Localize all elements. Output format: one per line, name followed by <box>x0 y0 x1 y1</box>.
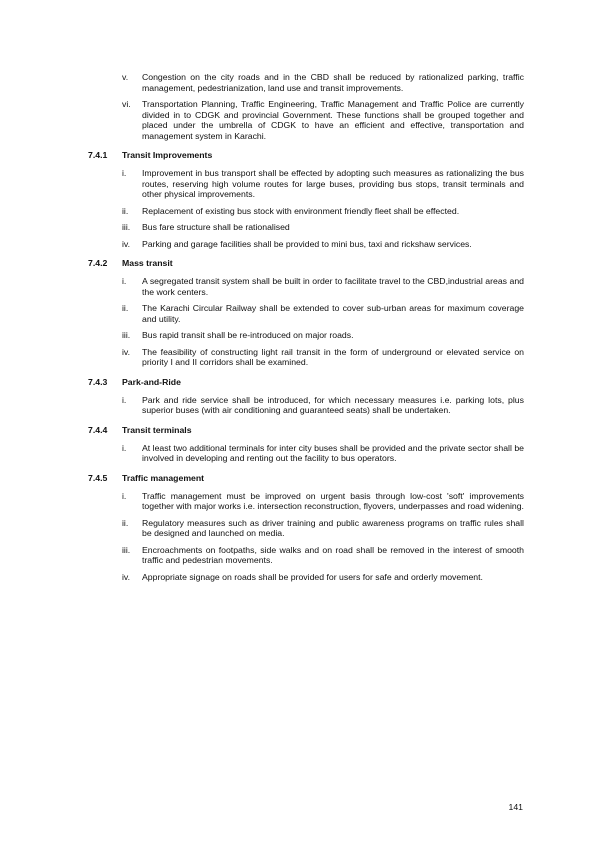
item-text: Traffic management must be improved on urgent basis through low-cost 'soft' improvements together with major works i.e. intersection reconstruction, flyovers, underpasses and road widening. <box>142 490 524 511</box>
item-text: Regulatory measures such as driver training and public awareness programs on traffic rules shall be designed and launched on media. <box>142 517 524 538</box>
item-number: i. <box>122 394 127 405</box>
section-number: 7.4.2 <box>88 258 108 268</box>
list-item <box>122 239 524 250</box>
item-number: ii. <box>122 517 129 528</box>
list-item <box>122 518 524 539</box>
section-list <box>88 443 524 464</box>
item-number: ii. <box>122 303 129 313</box>
item-number: iv. <box>122 238 131 249</box>
item-number: i. <box>122 442 127 453</box>
list-item <box>122 395 524 416</box>
list-item <box>122 276 524 297</box>
page-number: 141 <box>508 802 523 812</box>
section-heading <box>88 258 524 268</box>
section <box>88 150 524 249</box>
item-text: Bus rapid transit shall be re-introduced on major roads. <box>142 330 354 340</box>
item-text: Transportation Planning, Traffic Engineering, Traffic Management and Traffic Police are currently divided in to CDGK and provincial Government. These functions shall be grouped together and placed under the umbrella of CDGK to have an efficient and effective, transportation and management system in Karachi. <box>142 99 524 141</box>
item-text: Improvement in bus transport shall be effected by adopting such measures as rationalizing the bus routes, reserving high volume routes for large buses, providing bus stops, transit terminals and other physical improvements. <box>142 168 524 199</box>
list-item <box>122 168 524 200</box>
section-title: Mass transit <box>122 258 173 268</box>
list-item <box>122 99 524 141</box>
list-item <box>122 222 524 233</box>
section-number: 7.4.5 <box>88 472 108 483</box>
section-heading <box>88 377 524 387</box>
item-text: Congestion on the city roads and in the CBD shall be reduced by rationalized parking, traffic management, pedestrianization, land use and transit improvements. <box>142 72 524 93</box>
item-text: Replacement of existing bus stock with environment friendly fleet shall be effected. <box>142 205 460 216</box>
item-number: iii. <box>122 544 131 555</box>
section-list <box>88 168 524 249</box>
item-text: Parking and garage facilities shall be provided to mini bus, taxi and rickshaw services. <box>142 238 472 249</box>
section-heading <box>88 150 524 160</box>
item-number: ii. <box>122 205 129 216</box>
item-text: Bus fare structure shall be rationalised <box>142 222 290 232</box>
section-list <box>88 395 524 416</box>
list-item <box>122 443 524 464</box>
section <box>88 258 524 368</box>
section-number: 7.4.4 <box>88 424 108 435</box>
item-text: Park and ride service shall be introduced, for which necessary measures i.e. parking lots, plus superior buses (with air conditioning and guaranteed seats) shall be undertaken. <box>142 394 524 415</box>
section <box>88 473 524 583</box>
item-number: i. <box>122 168 127 178</box>
item-number: iv. <box>122 346 131 357</box>
section-title: Transit terminals <box>122 424 192 435</box>
item-number: iii. <box>122 330 131 340</box>
list-item <box>122 330 524 341</box>
item-text: The Karachi Circular Railway shall be extended to cover sub-urban areas for maximum coverage and utility. <box>142 303 524 324</box>
item-text: The feasibility of constructing light rail transit in the form of underground or elevated service on priority I and II corridors shall be examined. <box>142 346 524 367</box>
lead-list <box>88 72 524 141</box>
section <box>88 425 524 464</box>
item-number: iii. <box>122 222 131 232</box>
item-number: v. <box>122 72 129 82</box>
section-list <box>88 276 524 368</box>
section-title: Transit Improvements <box>122 150 213 160</box>
item-number: iv. <box>122 571 131 582</box>
item-number: i. <box>122 490 127 501</box>
item-text: Encroachments on footpaths, side walks and on road shall be removed in the interest of smooth traffic and pedestrian movements. <box>142 544 524 565</box>
section-heading <box>88 473 524 483</box>
section-list <box>88 491 524 583</box>
item-number: vi. <box>122 99 131 109</box>
item-text: Appropriate signage on roads shall be provided for users for safe and orderly movement. <box>142 571 483 582</box>
list-item <box>122 572 524 583</box>
list-item <box>122 206 524 217</box>
list-item <box>122 72 524 93</box>
section-heading <box>88 425 524 435</box>
sections <box>88 150 524 582</box>
list-item <box>122 347 524 368</box>
section <box>88 377 524 416</box>
list-item <box>122 545 524 566</box>
item-text: A segregated transit system shall be built in order to facilitate travel to the CBD,industrial areas and the work centers. <box>142 276 524 297</box>
page-content <box>88 72 524 588</box>
section-number: 7.4.3 <box>88 376 108 387</box>
item-text: At least two additional terminals for inter city buses shall be provided and the private sector shall be involved in developing and renting out the facility to bus operators. <box>142 442 524 463</box>
section-title: Park-and-Ride <box>122 376 181 387</box>
section-number: 7.4.1 <box>88 150 108 160</box>
item-number: i. <box>122 276 127 286</box>
list-item <box>122 491 524 512</box>
section-title: Traffic management <box>122 472 205 483</box>
list-item <box>122 303 524 324</box>
